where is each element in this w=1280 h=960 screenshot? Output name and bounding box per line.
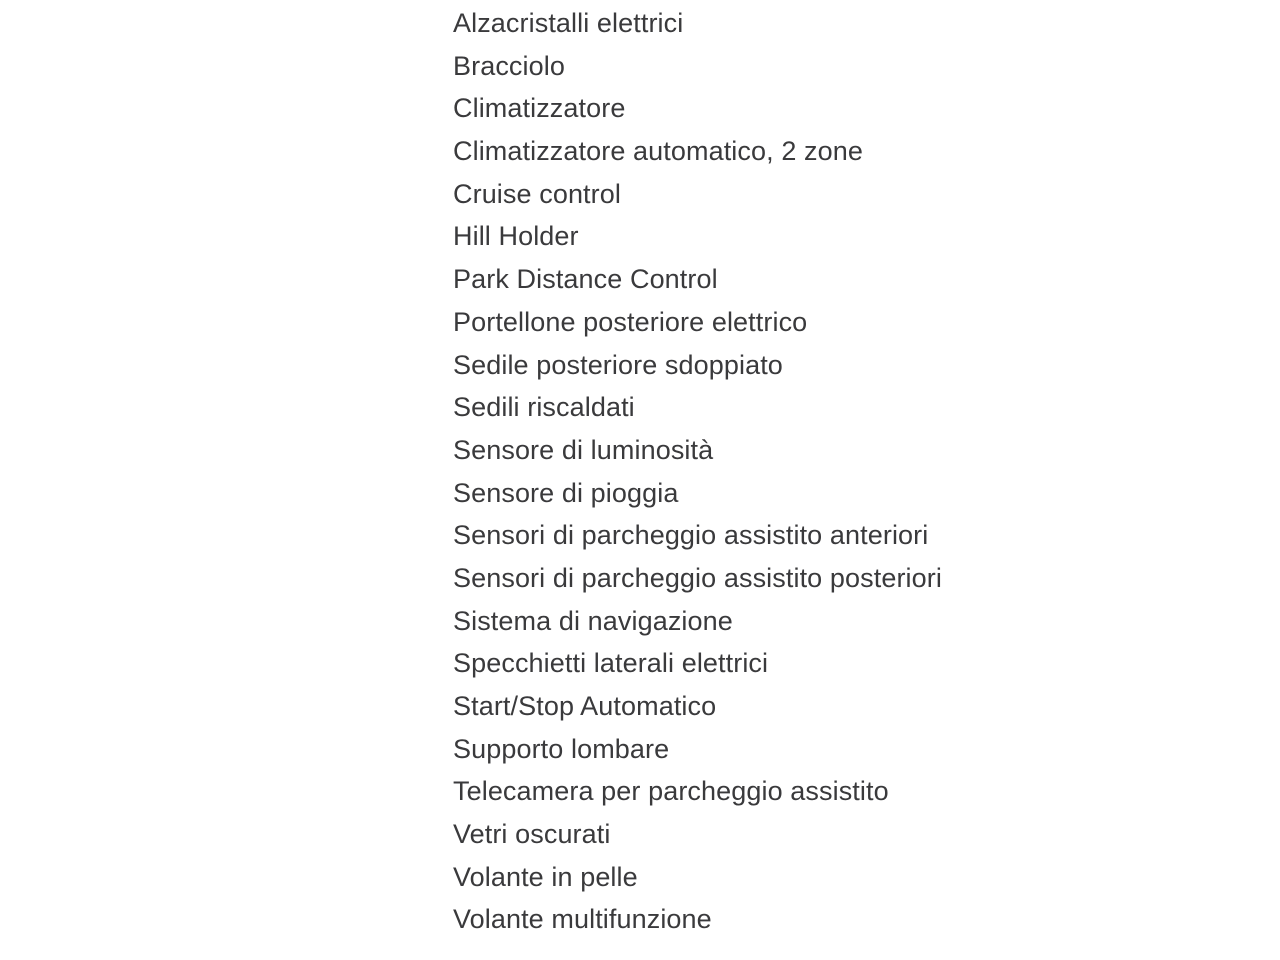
list-item: Sedile posteriore sdoppiato	[453, 349, 783, 380]
list-item: Sensori di parcheggio assistito posteriori	[453, 562, 942, 593]
list-item: Volante in pelle	[453, 861, 638, 892]
list-item: Climatizzatore automatico, 2 zone	[453, 136, 863, 167]
equipment-list	[453, 2, 942, 941]
list-item: Portellone posteriore elettrico	[453, 306, 808, 337]
list-item: Sedili riscaldati	[453, 392, 635, 423]
list-item: Cruise control	[453, 178, 621, 209]
list-item: Climatizzatore	[453, 93, 626, 124]
list-item: Specchietti laterali elettrici	[453, 648, 769, 679]
list-item: Sensore di pioggia	[453, 477, 679, 508]
list-item: Park Distance Control	[453, 264, 718, 295]
list-item: Hill Holder	[453, 221, 579, 252]
list-item: Supporto lombare	[453, 733, 670, 764]
list-item: Sistema di navigazione	[453, 605, 733, 636]
list-item: Volante multifunzione	[453, 904, 712, 935]
list-item: Telecamera per parcheggio assistito	[453, 776, 889, 807]
list-item: Bracciolo	[453, 50, 565, 81]
list-item: Sensori di parcheggio assistito anteriori	[453, 520, 929, 551]
list-item: Sensore di luminosità	[453, 434, 714, 465]
list-item: Vetri oscurati	[453, 819, 611, 850]
list-item: Alzacristalli elettrici	[453, 8, 684, 38]
list-item: Start/Stop Automatico	[453, 691, 717, 721]
